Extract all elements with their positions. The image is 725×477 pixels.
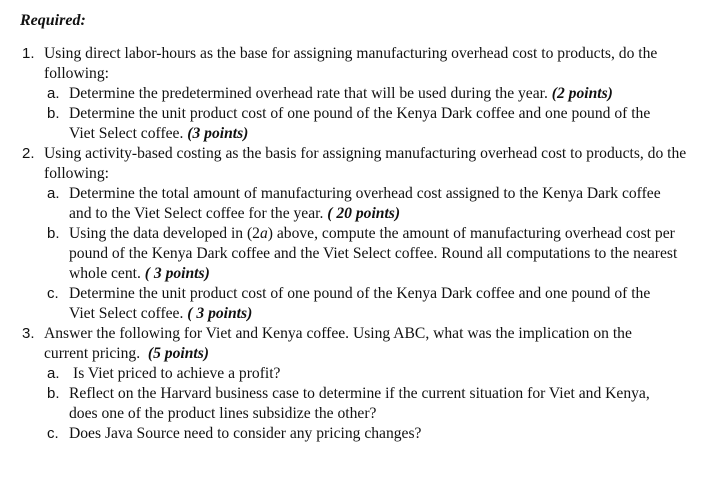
question-1b-text: Determine the unit product cost of one pound of the Kenya Dark coffee and one pound of the Viet Select coffee. xyxy=(69,105,651,142)
question-2a-text: Determine the total amount of manufacturing overhead cost assigned to the Kenya Dark coffee and to the Viet Select coffee for the year. xyxy=(69,185,661,222)
question-2a xyxy=(47,184,684,224)
question-3c-letter: c. xyxy=(47,425,59,442)
question-1b xyxy=(47,104,679,144)
question-1 xyxy=(0,44,710,144)
question-1b-letter: b. xyxy=(47,105,60,122)
question-2a-letter: a. xyxy=(47,185,60,202)
question-1a-text: Determine the predetermined overhead rate that will be used during the year. xyxy=(69,85,548,102)
question-2c-points: ( 3 points) xyxy=(187,305,253,322)
question-2b-text-after: ) above, compute the amount of manufacturing overhead cost per pound of the Kenya Dark coffee and the Viet Select coffee. Round all computations to the nearest whole cent. xyxy=(69,225,678,282)
question-2b-points: ( 3 points) xyxy=(144,265,210,282)
question-1-text: Using direct labor-hours as the base for assigning manufacturing overhead cost to products, do the following: xyxy=(44,45,658,82)
question-1a xyxy=(47,84,699,104)
question-2b-italic: a xyxy=(259,225,268,242)
question-3c xyxy=(47,424,699,444)
question-2c-text: Determine the unit product cost of one pound of the Kenya Dark coffee and one pound of the Viet Select coffee. xyxy=(69,285,651,322)
question-2c xyxy=(47,284,679,324)
question-3b xyxy=(47,384,674,424)
question-2b-text-before: Using the data developed in (2 xyxy=(69,225,260,242)
question-1a-letter: a. xyxy=(47,85,60,102)
question-2-text: Using activity-based costing as the basis for assigning manufacturing overhead cost to products, do the following: xyxy=(44,145,687,182)
question-3b-text: Reflect on the Harvard business case to determine if the current situation for Viet and Kenya, does one of the product lines subsidize the other? xyxy=(69,385,650,422)
question-1a-points: (2 points) xyxy=(551,85,613,102)
question-1-number: 1. xyxy=(22,45,35,62)
question-2 xyxy=(0,144,710,324)
question-2c-letter: c. xyxy=(47,285,59,302)
question-3 xyxy=(0,324,710,444)
question-3b-letter: b. xyxy=(47,385,60,402)
question-3-points: (5 points) xyxy=(147,345,210,362)
question-2a-points: ( 20 points) xyxy=(327,205,401,222)
question-3-number: 3. xyxy=(22,325,35,342)
question-3a-letter: a. xyxy=(47,365,60,382)
question-1b-points: (3 points) xyxy=(187,125,249,142)
question-3a xyxy=(47,364,699,384)
question-2-number: 2. xyxy=(22,145,35,162)
required-heading: Required: xyxy=(20,12,86,29)
question-3a-text: Is Viet priced to achieve a profit? xyxy=(73,365,281,382)
question-2b-letter: b. xyxy=(47,225,60,242)
question-2b xyxy=(47,224,703,284)
question-3c-text: Does Java Source need to consider any pricing changes? xyxy=(69,425,422,442)
question-3-text: Answer the following for Viet and Kenya coffee. Using ABC, what was the implication on the current pricing. (5 points) xyxy=(44,325,632,362)
